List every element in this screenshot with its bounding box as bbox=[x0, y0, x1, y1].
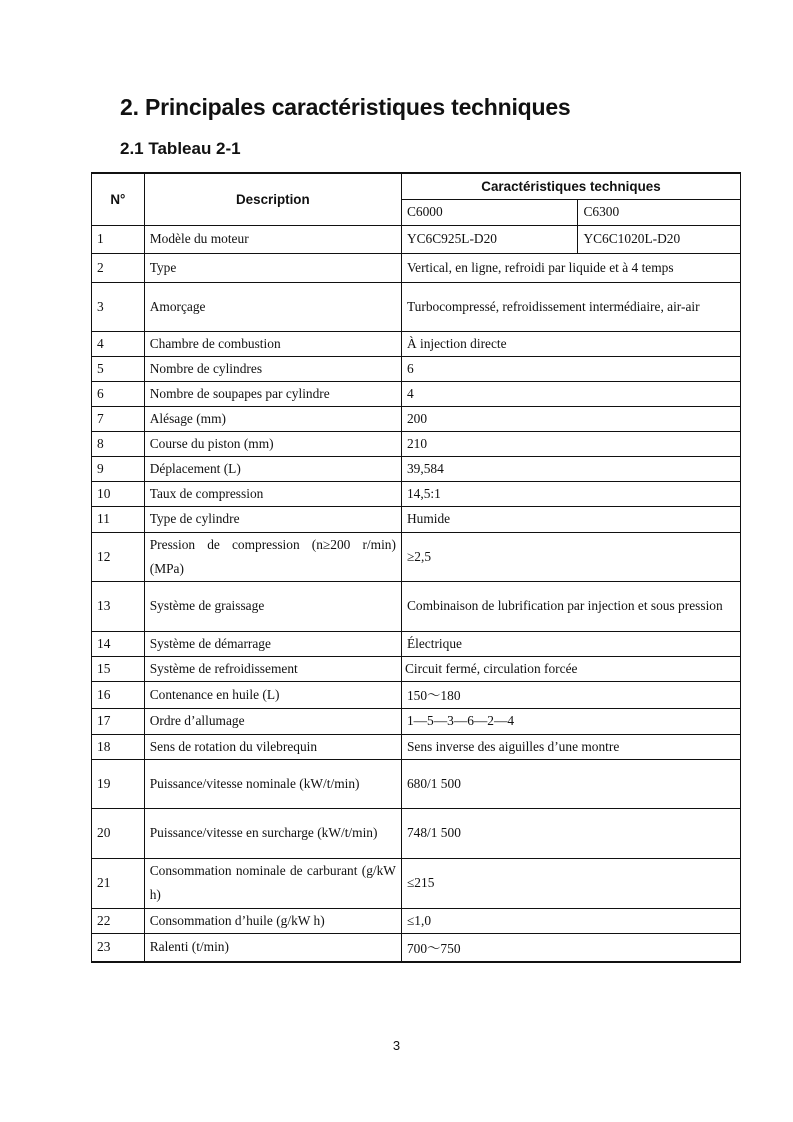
row-number: 13 bbox=[92, 581, 145, 631]
row-number: 8 bbox=[92, 431, 145, 456]
row-number: 12 bbox=[92, 532, 145, 581]
row-value: ≥2,5 bbox=[401, 532, 740, 581]
row-description: Système de démarrage bbox=[144, 631, 401, 656]
table-row bbox=[92, 708, 741, 734]
row-value: Circuit fermé, circulation forcée bbox=[401, 656, 740, 681]
row-value: 4 bbox=[401, 381, 740, 406]
table-row bbox=[92, 581, 741, 631]
model-a-header: C6000 bbox=[401, 199, 578, 225]
row-number: 1 bbox=[92, 225, 145, 253]
row-value: Humide bbox=[401, 506, 740, 532]
row-value: 748/1 500 bbox=[401, 808, 740, 858]
model-b-header: C6300 bbox=[578, 199, 741, 225]
table-row bbox=[92, 532, 741, 581]
table-row bbox=[92, 282, 741, 331]
row-number: 9 bbox=[92, 456, 145, 481]
row-number: 20 bbox=[92, 808, 145, 858]
row-description: Ralenti (t/min) bbox=[144, 933, 401, 962]
row-value: Vertical, en ligne, refroidi par liquide et à 4 temps bbox=[401, 253, 740, 282]
page-title: 2. Principales caractéristiques techniques bbox=[120, 94, 571, 120]
row-value: Turbocompressé, refroidissement intermédiaire, air-air bbox=[401, 282, 740, 331]
col-header-description: Description bbox=[144, 173, 401, 225]
row-value-c6300: YC6C1020L-D20 bbox=[578, 225, 741, 253]
table-row bbox=[92, 808, 741, 858]
row-description: Système de graissage bbox=[144, 581, 401, 631]
row-number: 7 bbox=[92, 406, 145, 431]
row-description: Sens de rotation du vilebrequin bbox=[144, 734, 401, 759]
table-row bbox=[92, 356, 741, 381]
row-value: 1—5—3—6—2—4 bbox=[401, 708, 740, 734]
row-description: Déplacement (L) bbox=[144, 456, 401, 481]
row-number: 10 bbox=[92, 481, 145, 506]
section-title: 2.1 Tableau 2-1 bbox=[120, 139, 241, 158]
row-number: 22 bbox=[92, 908, 145, 933]
row-value: ≤215 bbox=[401, 858, 740, 908]
row-description: Course du piston (mm) bbox=[144, 431, 401, 456]
row-description: Système de refroidissement bbox=[144, 656, 401, 681]
row-description: Amorçage bbox=[144, 282, 401, 331]
row-value: 700～750 bbox=[401, 933, 740, 962]
table-row bbox=[92, 631, 741, 656]
row-description: Consommation nominale de carburant (g/kW h) bbox=[144, 858, 401, 908]
row-description: Modèle du moteur bbox=[144, 225, 401, 253]
row-number: 18 bbox=[92, 734, 145, 759]
table-row bbox=[92, 506, 741, 532]
page-number: 3 bbox=[392, 1038, 401, 1053]
table-row bbox=[92, 858, 741, 908]
row-value: Sens inverse des aiguilles d’une montre bbox=[401, 734, 740, 759]
col-header-number: N° bbox=[92, 173, 145, 225]
table-row bbox=[92, 656, 741, 681]
table-row bbox=[92, 759, 741, 808]
row-value: ≤1,0 bbox=[401, 908, 740, 933]
table-row bbox=[92, 481, 741, 506]
row-number: 21 bbox=[92, 858, 145, 908]
row-description: Consommation d’huile (g/kW h) bbox=[144, 908, 401, 933]
row-description: Alésage (mm) bbox=[144, 406, 401, 431]
row-number: 2 bbox=[92, 253, 145, 282]
table-row bbox=[92, 456, 741, 481]
row-description: Type de cylindre bbox=[144, 506, 401, 532]
row-value: 39,584 bbox=[401, 456, 740, 481]
row-description: Taux de compression bbox=[144, 481, 401, 506]
row-description: Type bbox=[144, 253, 401, 282]
row-value: 210 bbox=[401, 431, 740, 456]
row-description: Puissance/vitesse nominale (kW/t/min) bbox=[144, 759, 401, 808]
row-description: Nombre de soupapes par cylindre bbox=[144, 381, 401, 406]
row-description: Nombre de cylindres bbox=[144, 356, 401, 381]
row-value: Combinaison de lubrification par injection et sous pression bbox=[401, 581, 740, 631]
table-row bbox=[92, 431, 741, 456]
row-number: 15 bbox=[92, 656, 145, 681]
table-row bbox=[92, 225, 741, 253]
row-value: 680/1 500 bbox=[401, 759, 740, 808]
row-description: Pression de compression (n≥200 r/min) (MPa) bbox=[144, 532, 401, 581]
row-description: Puissance/vitesse en surcharge (kW/t/min) bbox=[144, 808, 401, 858]
row-number: 16 bbox=[92, 681, 145, 708]
row-number: 4 bbox=[92, 331, 145, 356]
table-row bbox=[92, 381, 741, 406]
table-row bbox=[92, 253, 741, 282]
row-number: 19 bbox=[92, 759, 145, 808]
spec-table bbox=[91, 172, 741, 963]
row-value: À injection directe bbox=[401, 331, 740, 356]
row-number: 5 bbox=[92, 356, 145, 381]
table-row bbox=[92, 331, 741, 356]
table-row bbox=[92, 908, 741, 933]
row-description: Chambre de combustion bbox=[144, 331, 401, 356]
table-row bbox=[92, 734, 741, 759]
row-value: 6 bbox=[401, 356, 740, 381]
row-description: Ordre d’allumage bbox=[144, 708, 401, 734]
row-value: 200 bbox=[401, 406, 740, 431]
row-number: 17 bbox=[92, 708, 145, 734]
row-value: 150～180 bbox=[401, 681, 740, 708]
row-value: 14,5:1 bbox=[401, 481, 740, 506]
row-value-c6000: YC6C925L-D20 bbox=[401, 225, 578, 253]
table-row bbox=[92, 406, 741, 431]
row-number: 23 bbox=[92, 933, 145, 962]
table-row bbox=[92, 933, 741, 962]
table-row bbox=[92, 681, 741, 708]
row-number: 14 bbox=[92, 631, 145, 656]
row-value: Électrique bbox=[401, 631, 740, 656]
col-header-specs: Caractéristiques techniques bbox=[401, 173, 740, 199]
row-number: 11 bbox=[92, 506, 145, 532]
row-description: Contenance en huile (L) bbox=[144, 681, 401, 708]
row-number: 6 bbox=[92, 381, 145, 406]
row-number: 3 bbox=[92, 282, 145, 331]
